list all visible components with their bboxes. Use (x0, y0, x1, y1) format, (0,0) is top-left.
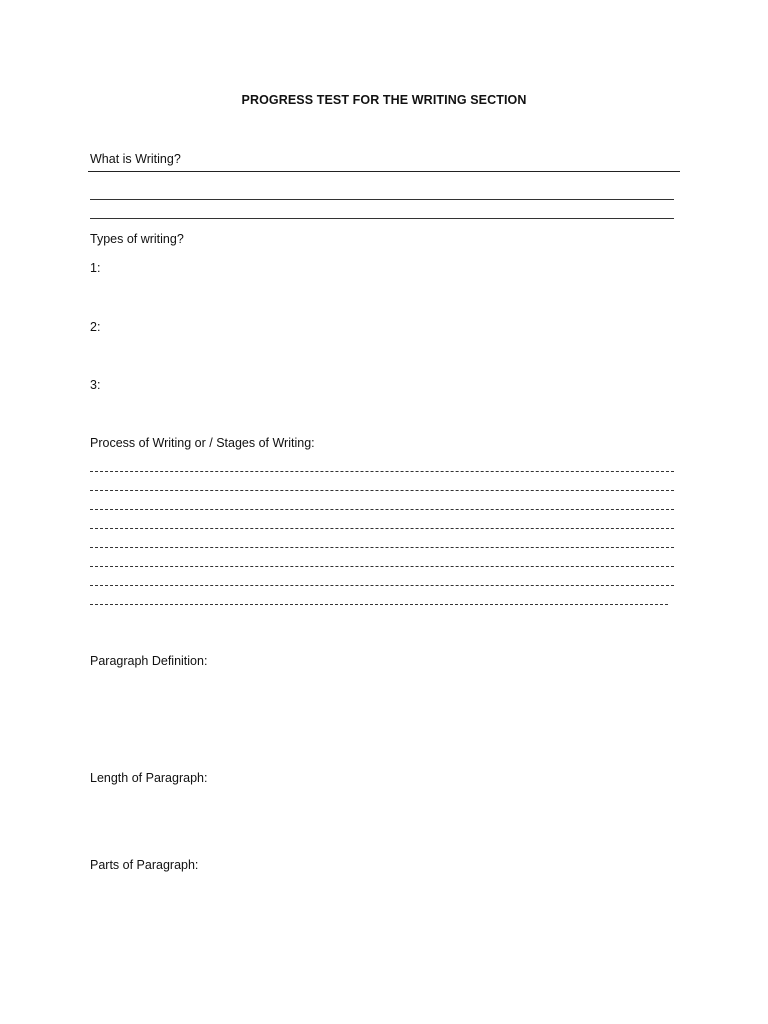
type-item-3: 3: (90, 378, 101, 392)
question-paragraph-definition: Paragraph Definition: (90, 654, 208, 668)
dashed-answer-line (90, 585, 674, 586)
answer-line (88, 171, 680, 172)
dashed-answer-line (90, 528, 674, 529)
question-what-is-writing: What is Writing? (90, 152, 181, 166)
dashed-answer-line (90, 509, 674, 510)
dashed-answer-line (90, 471, 674, 472)
answer-line (90, 218, 674, 219)
question-length-of-paragraph: Length of Paragraph: (90, 771, 208, 785)
question-parts-of-paragraph: Parts of Paragraph: (90, 858, 199, 872)
dashed-answer-line (90, 547, 674, 548)
answer-line (90, 199, 674, 200)
question-process-of-writing: Process of Writing or / Stages of Writing: (90, 436, 315, 450)
type-item-1: 1: (90, 261, 101, 275)
dashed-answer-line (90, 490, 674, 491)
question-types-of-writing: Types of writing? (90, 232, 184, 246)
dashed-answer-line (90, 566, 674, 567)
page-title: PROGRESS TEST FOR THE WRITING SECTION (241, 93, 527, 107)
type-item-2: 2: (90, 320, 101, 334)
dashed-answer-line (90, 604, 668, 605)
